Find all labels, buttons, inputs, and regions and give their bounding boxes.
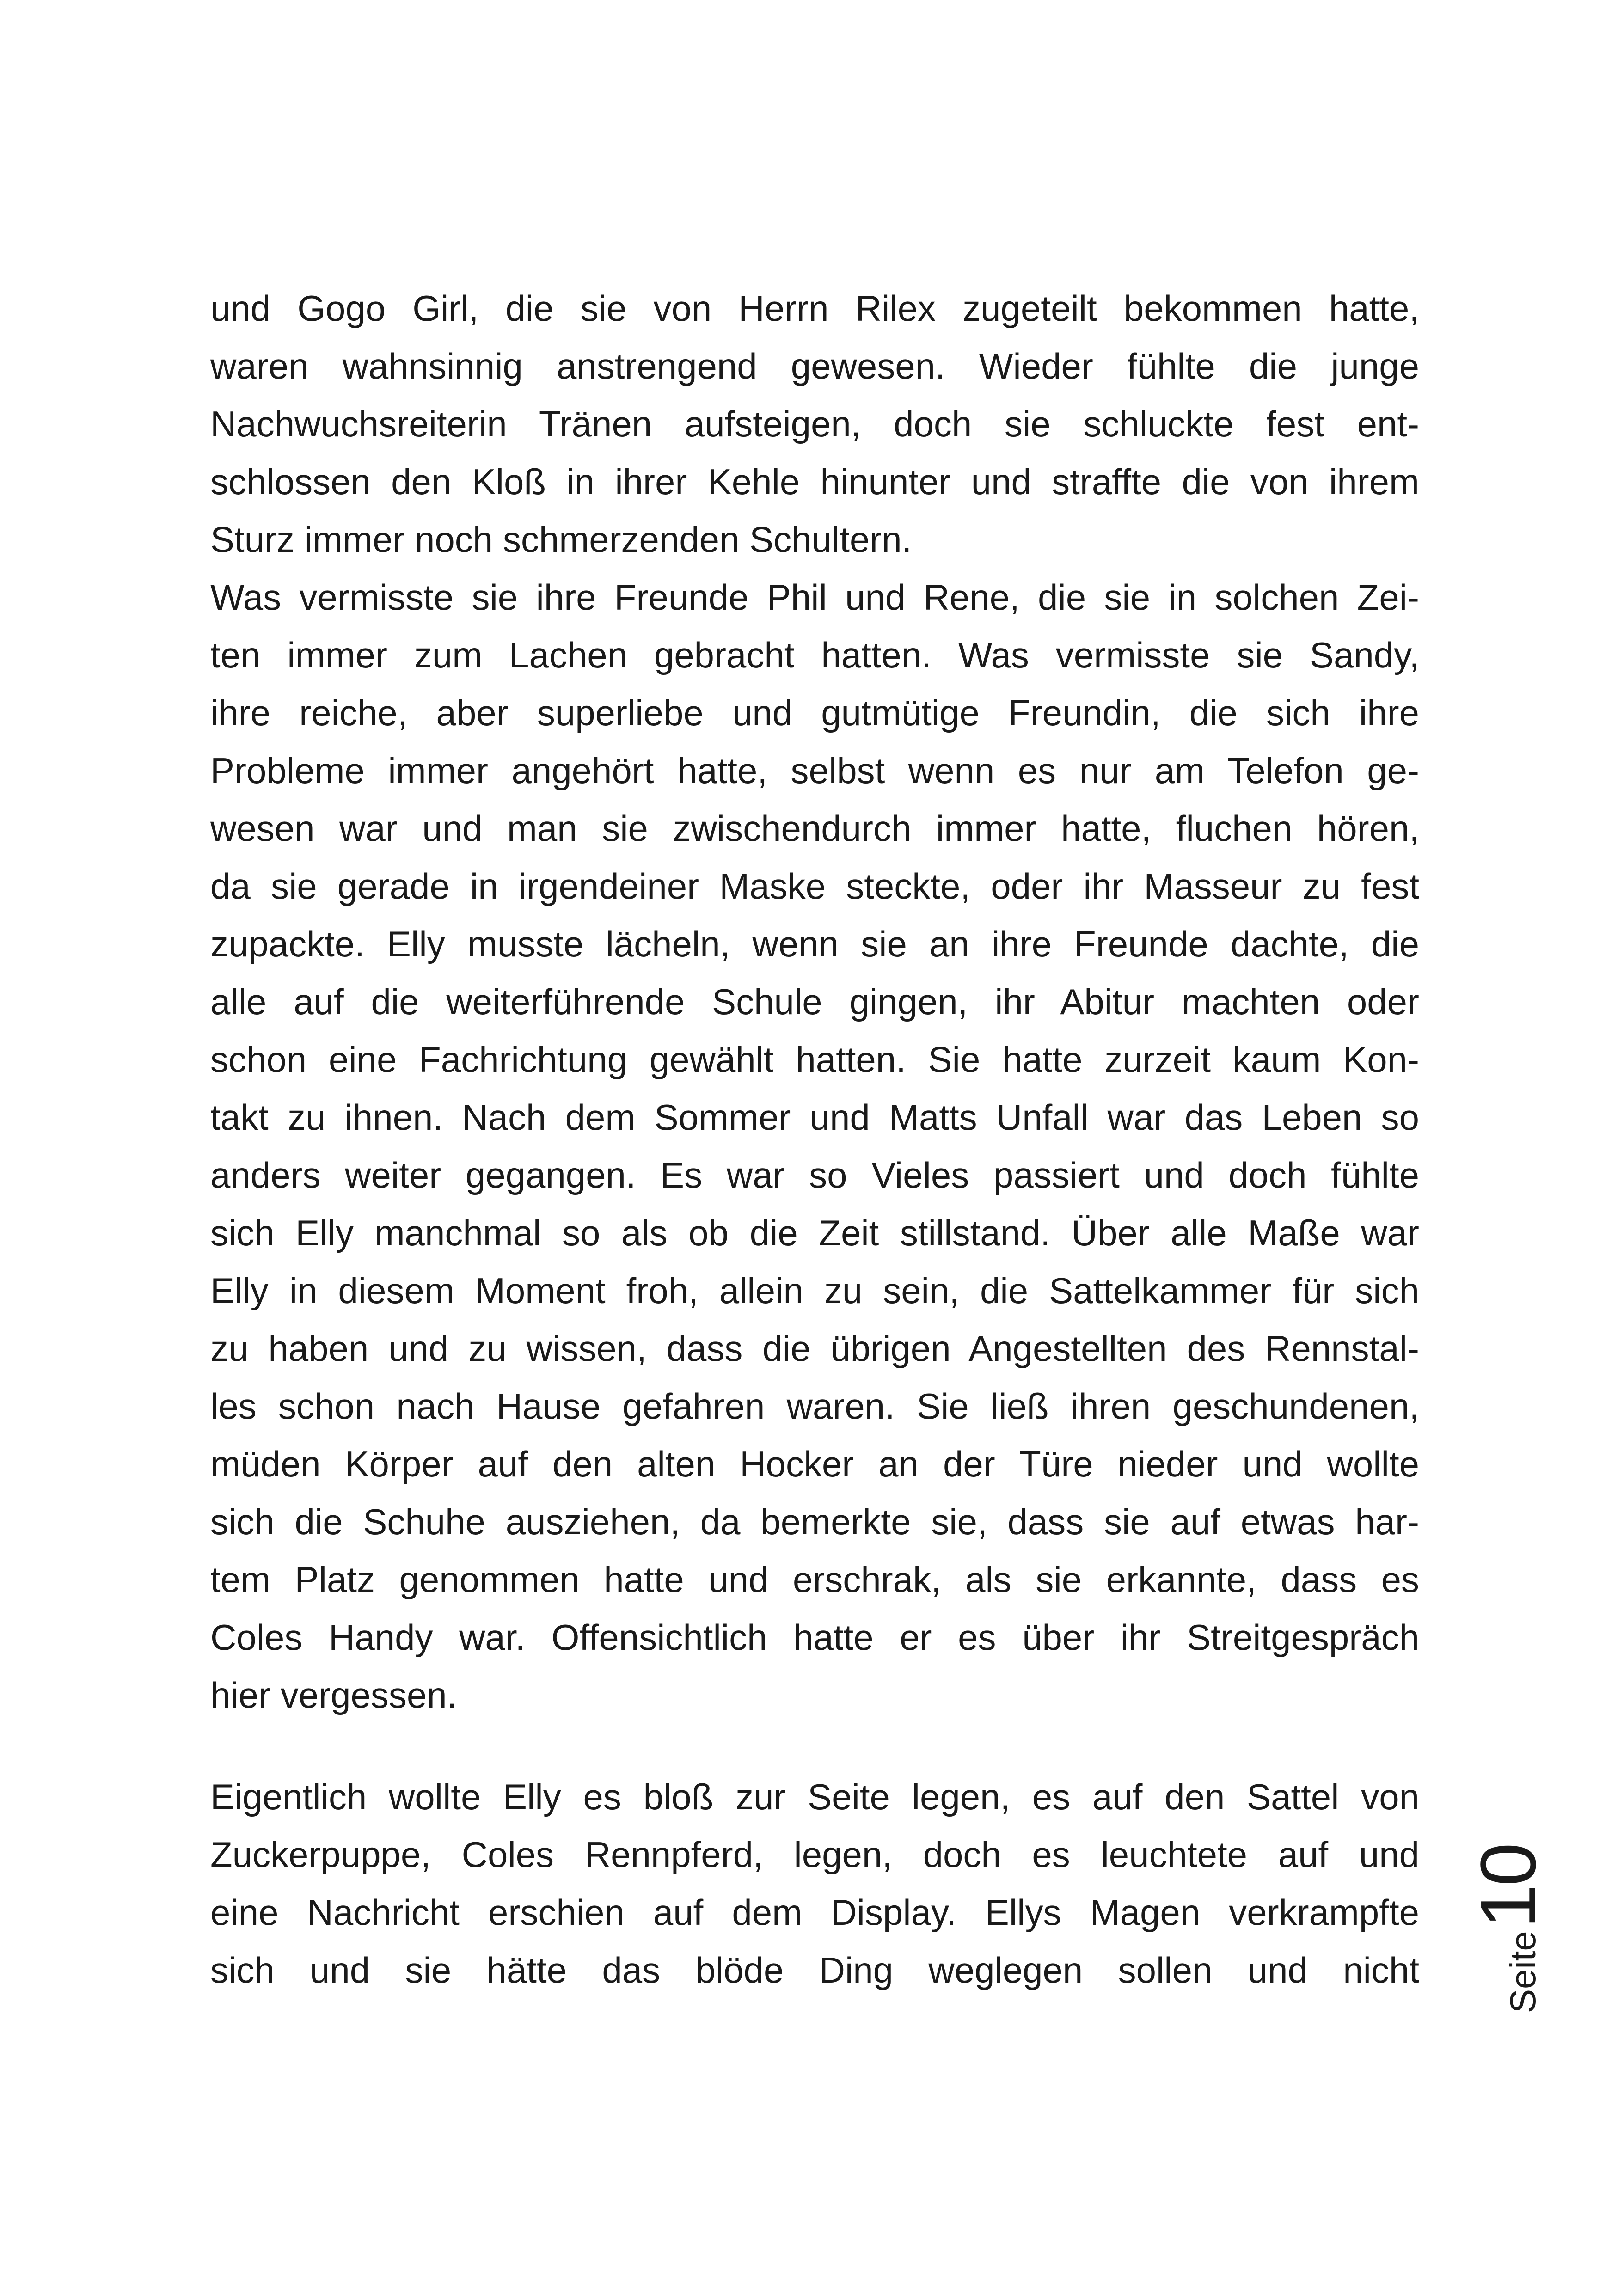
text-line: Elly in diesem Moment froh, allein zu sein, die Sattelkammer für sich	[210, 1270, 1419, 1311]
text-line: waren wahnsinnig anstrengend gewesen. Wieder fühlte die junge	[210, 346, 1419, 386]
text-line: eine Nachricht erschien auf dem Display. Ellys Magen verkrampfte	[210, 1892, 1419, 1933]
text-line: schlossen den Kloß in ihrer Kehle hinunter und straffte die von ihrem	[210, 461, 1419, 502]
text-line: Zuckerpuppe, Coles Rennpferd, legen, doch es leuchtete auf und	[210, 1834, 1419, 1875]
text-line: hier vergessen.	[210, 1675, 457, 1715]
text-line: schon eine Fachrichtung gewählt hatten. Sie hatte zurzeit kaum Kon-	[210, 1039, 1419, 1080]
page-number-label: Seite	[1502, 1931, 1543, 2013]
text-line: tem Platz genommen hatte und erschrak, als sie erkannte, dass es	[210, 1559, 1419, 1600]
text-line: sich die Schuhe ausziehen, da bemerkte sie, dass sie auf etwas har-	[210, 1501, 1419, 1542]
text-line: Sturz immer noch schmerzenden Schultern.	[210, 519, 912, 560]
text-line: da sie gerade in irgendeiner Maske steckte, oder ihr Masseur zu fest	[210, 866, 1419, 906]
text-line: und Gogo Girl, die sie von Herrn Rilex zugeteilt bekommen hatte,	[210, 288, 1419, 329]
text-line: ihre reiche, aber superliebe und gutmütige Freundin, die sich ihre	[210, 692, 1419, 733]
text-line: zu haben und zu wissen, dass die übrigen Angestellten des Rennstal-	[210, 1328, 1419, 1369]
text-line: anders weiter gegangen. Es war so Vieles passiert und doch fühlte	[210, 1155, 1419, 1195]
text-line: zupackte. Elly musste lächeln, wenn sie an ihre Freunde dachte, die	[210, 924, 1419, 964]
text-line: Was vermisste sie ihre Freunde Phil und Rene, die sie in solchen Zei-	[210, 577, 1419, 618]
text-line: Probleme immer angehört hatte, selbst wenn es nur am Telefon ge-	[210, 750, 1419, 791]
text-line: takt zu ihnen. Nach dem Sommer und Matts Unfall war das Leben so	[210, 1097, 1419, 1138]
text-line: les schon nach Hause gefahren waren. Sie ließ ihren geschundenen,	[210, 1386, 1419, 1427]
page-number-value: 10	[1465, 1844, 1552, 1929]
text-line: müden Körper auf den alten Hocker an der Türe nieder und wollte	[210, 1444, 1419, 1484]
text-line: Eigentlich wollte Elly es bloß zur Seite legen, es auf den Sattel von	[210, 1776, 1419, 1817]
text-line: sich und sie hätte das blöde Ding weglegen sollen und nicht	[210, 1950, 1419, 1990]
text-line: Nachwuchsreiterin Tränen aufsteigen, doch sie schluckte fest ent-	[210, 404, 1419, 444]
text-line: ten immer zum Lachen gebracht hatten. Was vermisste sie Sandy,	[210, 635, 1419, 675]
paragraph-2	[210, 1768, 1419, 1999]
text-line: alle auf die weiterführende Schule gingen, ihr Abitur machten oder	[210, 981, 1419, 1022]
paragraph-1	[210, 280, 1419, 1724]
text-line: Coles Handy war. Offensichtlich hatte er es über ihr Streitgespräch	[210, 1617, 1419, 1658]
text-line: sich Elly manchmal so als ob die Zeit stillstand. Über alle Maße war	[210, 1212, 1419, 1253]
page-number-rotated	[1463, 1844, 1554, 2013]
text-line: wesen war und man sie zwischendurch immer hatte, fluchen hören,	[210, 808, 1419, 849]
